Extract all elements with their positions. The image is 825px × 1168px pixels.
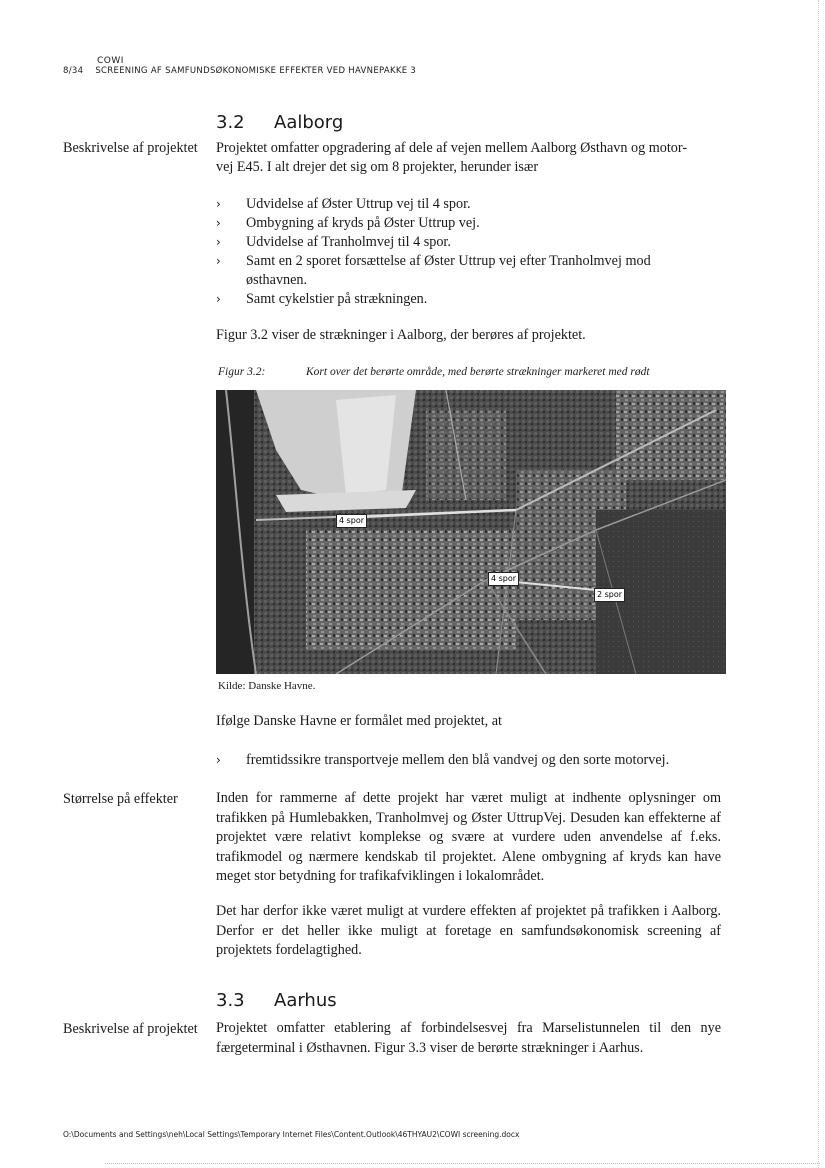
aerial-map-image (216, 390, 726, 674)
section-number: 3.3 (216, 990, 245, 1011)
effects-paragraph: Det har derfor ikke været muligt at vurdere effekten af projektet på trafikken i Aalborg. Derfor er det heller ikke muligt at foretage en samfundsøkonomisk screening af projektets fordelagtighed. (216, 903, 721, 958)
effects-paragraph: Inden for rammerne af dette projekt har været muligt at indhente oplysninger om trafikken på Humlebakken, Tranholmvej og Øster UttrupVej. Desuden kan effekterne af projektet være relativt komplekse og svære at vurdere uden anvendelse af f.eks. trafikmodel og nærmere kendskab til projektet. Alene ombygning af kryds kan have meget stor betydning for trafikafviklingen i lokalområdet. (216, 790, 721, 884)
chevron-right-icon: › (216, 292, 221, 306)
chevron-right-icon: › (216, 235, 221, 249)
list-item: › Udvidelse af Øster Uttrup vej til 4 spor. (216, 196, 471, 212)
chevron-right-icon: › (216, 254, 221, 268)
map-label: 2 spor (594, 588, 625, 602)
intro-paragraph (216, 139, 687, 177)
project-list (216, 195, 686, 309)
intro-line: Projektet omfatter opgradering af dele af vejen mellem Aalborg Østhavn og motor- (216, 140, 688, 156)
purpose-list (216, 751, 721, 770)
document-title: SCREENING AF SAMFUNDSØKONOMISKE EFFEKTER VED HAVNEPAKKE 3 (95, 66, 417, 76)
list-item: › fremtidssikre transportveje mellem den blå vandvej og den sorte motorvej. (216, 752, 670, 768)
figure-caption-text: Kort over det berørte område, med berørte strækninger markeret med rødt (306, 366, 650, 378)
figure-reference: Figur 3.2 viser de strækninger i Aalborg, der berøres af projektet. (216, 327, 586, 343)
chevron-right-icon: › (216, 197, 221, 211)
aerial-map-graphic (216, 390, 726, 674)
section-heading-aarhus (216, 990, 337, 1011)
footer-file-path: O:\Documents and Settings\neh\Local Settings\Temporary Internet Files\Content.Outlook\46THYAU2\COWI screening.docx (63, 1130, 520, 1139)
side-label-description: Beskrivelse af projektet (63, 1021, 198, 1037)
side-label-effects: Størrelse på effekter (63, 791, 178, 807)
page-right-edge (818, 0, 819, 1168)
side-label-description: Beskrivelse af projektet (63, 140, 198, 156)
figure-caption (218, 366, 650, 378)
chevron-right-icon: › (216, 216, 221, 230)
page-number: 8/34 (63, 66, 84, 76)
intro-line: vej E45. I alt drejer det sig om 8 projekter, herunder især (216, 159, 539, 175)
list-item: › Udvidelse af Tranholmvej til 4 spor. (216, 234, 451, 250)
map-label: 4 spor (488, 572, 519, 586)
section-title: Aarhus (274, 990, 337, 1011)
list-item: › Ombygning af kryds på Øster Uttrup vej. (216, 215, 480, 231)
aarhus-intro-paragraph: Projektet omfatter etablering af forbindelsesvej fra Marselistunnelen til den nye færgeterminal i Østhavnen. Figur 3.3 viser de berørte strækninger i Aarhus. (216, 1020, 721, 1056)
figure-label: Figur 3.2: (218, 366, 266, 378)
running-header (63, 66, 416, 76)
map-label: 4 spor (336, 514, 367, 528)
list-item: › Samt cykelstier på strækningen. (216, 291, 428, 307)
list-item: › Samt en 2 sporet forsættelse af Øster Uttrup vej efter Tranholmvej mod østhavnen. (216, 253, 651, 288)
company-logo-text: COWI (97, 56, 124, 66)
section-number: 3.2 (216, 112, 245, 133)
section-heading-aalborg (216, 112, 343, 133)
figure-source: Kilde: Danske Havne. (218, 680, 316, 692)
purpose-intro: Ifølge Danske Havne er formålet med projektet, at (216, 713, 502, 729)
page-bottom-divider (105, 1163, 820, 1164)
section-title: Aalborg (274, 112, 344, 133)
chevron-right-icon: › (216, 753, 221, 767)
